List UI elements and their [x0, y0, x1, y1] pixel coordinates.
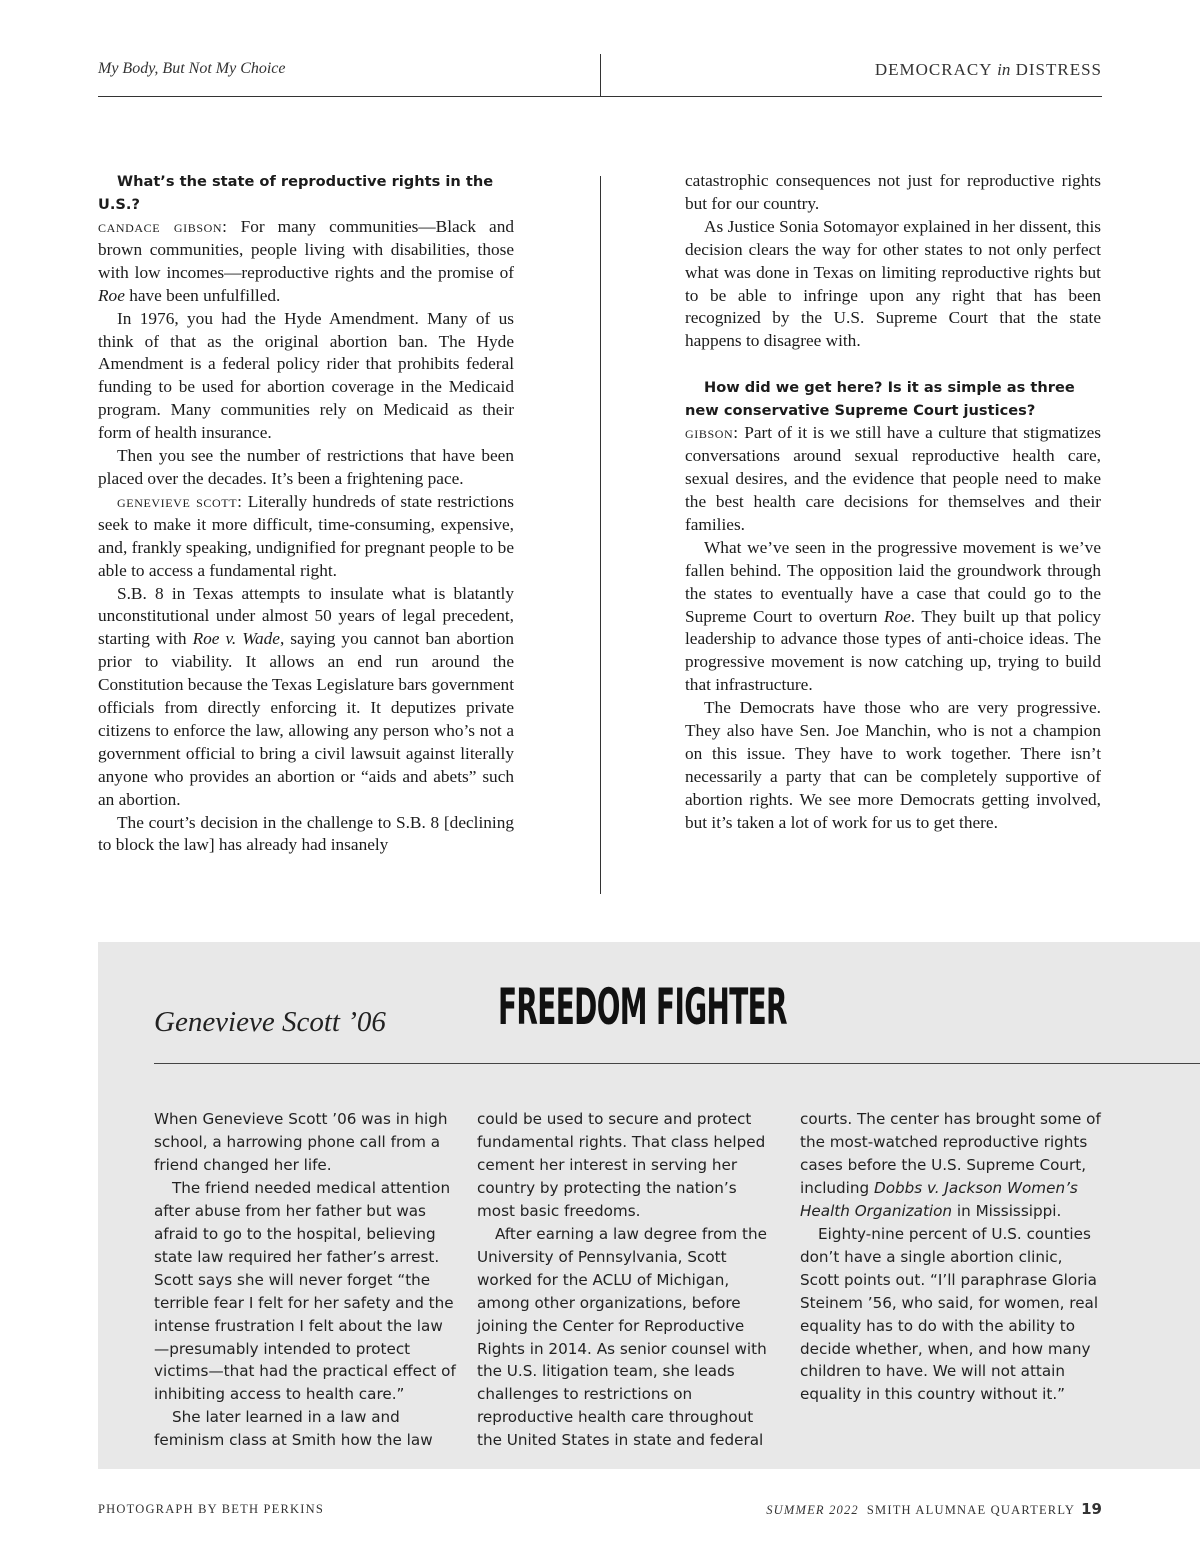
case-name: Dobbs v. Jackson Women’s Health Organization [800, 1178, 1078, 1220]
paragraph-text: For many communities—Black and brown communities, people living with disabilities, those with low incomes—reproductive rights and the promise of [98, 217, 515, 282]
article-column-right [685, 170, 1101, 835]
sidebar-paragraph: She later learned in a law and feminism class at Smith how the law [154, 1408, 433, 1450]
speaker-name: genevieve scott: [117, 491, 243, 511]
article-paragraph [98, 583, 514, 812]
question-heading: How did we get here? Is it as simple as three new conservative Supreme Court justices? [685, 379, 1075, 420]
article-paragraph: As Justice Sonia Sotomayor explained in her dissent, this decision clears the way for other states to not only perfect what was done in Texas on limiting reproductive rights but to be able to infringe upon any right that has been recognized by the U.S. Supreme Court that the state happens to disagree with. [685, 216, 1101, 351]
section-title-b: DISTRESS [1015, 60, 1102, 79]
article-paragraph [98, 216, 514, 308]
speaker-name: gibson: [685, 423, 739, 443]
sidebar-column-1 [154, 1108, 456, 1452]
header-rule [98, 96, 1102, 97]
folio [766, 1500, 1102, 1518]
sidebar-byline: Genevieve Scott ’06 [154, 1006, 386, 1038]
paragraph-text: What we’ve seen in the progressive movement is we’ve fallen behind. The opposition laid the groundwork through the states to eventually have a case that could go to the Supreme Court to overturn [685, 537, 1101, 626]
page-number: 19 [1081, 1500, 1102, 1518]
section-title [875, 60, 1102, 80]
sidebar-paragraph: After earning a law degree from the University of Pennsylvania, Scott worked for the ACLU of Michigan, among other organizations, before joining the Center for Reproductive Rights in 2014. As senior counsel with the U.S. litigation team, she leads challenges to restrictions on reproductive health care throughout the United States in state and federal [477, 1224, 767, 1450]
sidebar-rule [154, 1063, 1200, 1064]
case-name: Roe v. Wade [192, 629, 280, 649]
photo-credit: PHOTOGRAPH BY BETH PERKINS [98, 1502, 325, 1516]
sidebar-paragraph [800, 1108, 1102, 1223]
paragraph-text: . They built up that policy leadership to advance those types of anti-choice ideas. The progressive movement is now catching up, trying to build that infrastructure. [685, 606, 1101, 695]
paragraph-text: , saying you cannot ban abortion prior to viability. It allows an end run around the Constitution because the Texas Legislature bars government officials from directly enforcing it. It deputizes private citizens to enforce the law, allowing any person who’s not a government official to bring a civil lawsuit against literally anyone who provides an abortion or “aids and abets” such an abortion. [98, 629, 514, 809]
paragraph-text: have been unfulfilled. [124, 285, 281, 305]
article-paragraph: In 1976, you had the Hyde Amendment. Many of us think of that as the original abortion ban. The Hyde Amendment is a federal policy rider that prohibits federal funding to be used for abortion coverage in the Medicaid program. Many communities rely on Medicaid as their form of health insurance. [98, 308, 514, 443]
question-heading: What’s the state of reproductive rights in the U.S.? [98, 173, 494, 213]
case-name: Roe [883, 606, 911, 626]
sidebar-paragraph: The friend needed medical attention after abuse from her father but was afraid to go to the hospital, believing state law required her father’s arrest. Scott says she will never forget “the terrible fear I felt for her safety and the intense frustration I felt about the law—presumably intended to protect victims—that had the practical effect of inhibiting access to health care.” [154, 1178, 456, 1404]
paragraph-text: in Mississippi. [952, 1201, 1062, 1220]
speaker-name: candace gibson: [98, 217, 228, 236]
header-divider [600, 54, 601, 96]
sidebar-paragraph: Eighty-nine percent of U.S. counties don’t have a single abortion clinic, Scott points out. “I’ll paraphrase Gloria Steinem ’56, who said, for women, real equality has to do with the ability to decide whether, when, and how many children to have. We will not attain equality in this country without it.” [800, 1224, 1099, 1404]
case-name: Roe [98, 285, 125, 305]
article-paragraph: Then you see the number of restrictions that have been placed over the decades. It’s been a frightening pace. [98, 446, 514, 488]
running-title: My Body, But Not My Choice [98, 60, 286, 77]
paragraph-text: courts. The center has brought some of the most-watched reproductive rights cases before the U.S. Supreme Court, including [800, 1110, 1101, 1197]
sidebar-title: FREEDOM FIGHTER [498, 978, 787, 1036]
article-paragraph: The Democrats have those who are very progressive. They also have Sen. Joe Manchin, who is not a champion on this issue. They have to work together. There isn’t necessarily a party that can be completely supportive of abortion rights. We see more Democrats getting involved, but it’s taken a lot of work for us to get there. [685, 698, 1101, 832]
article-column-left [98, 170, 514, 857]
sidebar-column-3 [800, 1108, 1102, 1406]
column-divider [600, 176, 601, 894]
publication-name: SMITH ALUMNAE QUARTERLY [866, 1503, 1076, 1517]
paragraph-text: S.B. 8 in Texas attempts to insulate what is blatantly unconstitutional under almost 50 years of legal precedent, starting with [98, 583, 514, 649]
sidebar-paragraph: could be used to secure and protect fundamental rights. That class helped cement her interest in serving her country by protecting the nation’s most basic freedoms. [477, 1110, 766, 1220]
article-paragraph [98, 491, 514, 583]
article-paragraph: The court’s decision in the challenge to S.B. 8 [declining to block the law] has already had insanely [98, 812, 514, 855]
paragraph-text: Literally hundreds of state restrictions seek to make it more difficult, time-consuming, expensive, and, frankly speaking, undignified for pregnant people to be able to access a fundamental right. [98, 491, 514, 580]
section-title-in: in [997, 60, 1011, 79]
sidebar-paragraph: When Genevieve Scott ’06 was in high school, a harrowing phone call from a friend changed her life. [154, 1110, 448, 1174]
paragraph-text: Part of it is we still have a culture that stigmatizes conversations around sexual reproductive health care, sexual desires, and the evidence that people need to make the best health care decisions for themselves and their families. [685, 423, 1101, 534]
article-paragraph [685, 422, 1101, 537]
issue-season: SUMMER 2022 [766, 1503, 859, 1517]
article-paragraph [685, 537, 1101, 697]
section-title-a: DEMOCRACY [874, 60, 992, 79]
sidebar-column-2 [477, 1108, 779, 1452]
article-paragraph: catastrophic consequences not just for reproductive rights but for our country. [685, 171, 1101, 213]
